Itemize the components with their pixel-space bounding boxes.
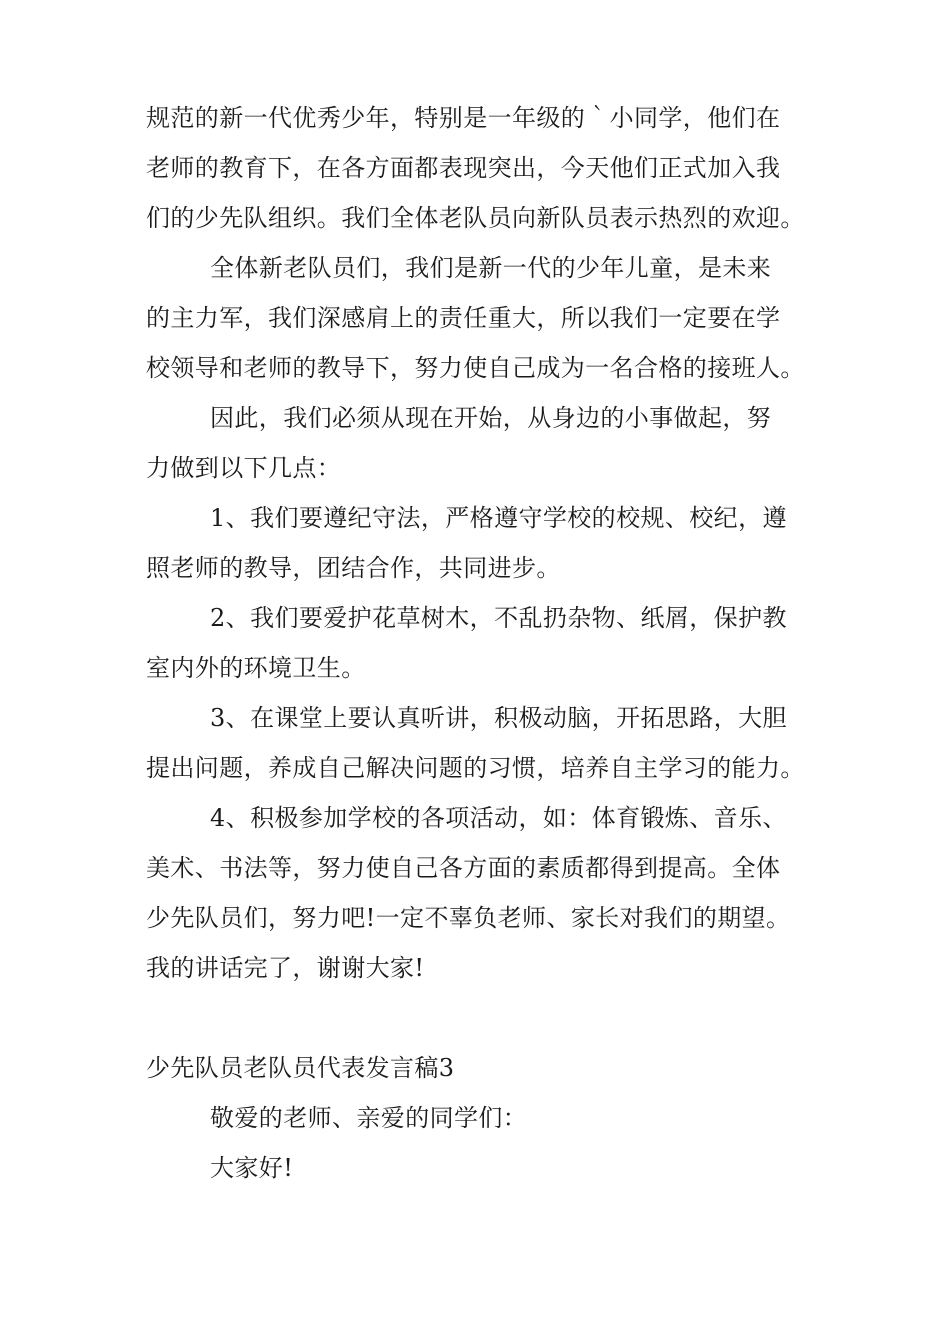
greeting-line: 敬爱的老师、亲爱的同学们： <box>210 1104 528 1132</box>
text-line-11: 2、我们要爱护花草树木，不乱扔杂物、纸屑，保护教 <box>210 604 787 632</box>
salutation-line: 大家好! <box>210 1154 294 1182</box>
text-line-12: 室内外的环境卫生。 <box>146 654 366 682</box>
text-line-2: 老师的教育下，在各方面都表现突出，今天他们正式加入我 <box>146 154 781 182</box>
text-line-15: 4、积极参加学校的各项活动，如：体育锻炼、音乐、 <box>210 804 787 832</box>
text-line-3: 们的少先队组织。我们全体老队员向新队员表示热烈的欢迎。 <box>146 204 805 232</box>
text-line-13: 3、在课堂上要认真听讲，积极动脑，开拓思路，大胆 <box>210 704 787 732</box>
text-line-10: 照老师的教导，团结合作，共同进步。 <box>146 554 561 582</box>
text-line-5: 的主力军，我们深感肩上的责任重大，所以我们一定要在学 <box>146 304 781 332</box>
text-line-16: 美术、书法等，努力使自己各方面的素质都得到提高。全体 <box>146 854 781 882</box>
text-line-1: 规范的新一代优秀少年，特别是一年级的｀小同学，他们在 <box>146 104 781 132</box>
text-line-17: 少先队员们，努力吧!一定不辜负老师、家长对我们的期望。 <box>146 904 791 932</box>
text-line-4: 全体新老队员们，我们是新一代的少年儿童，是未来 <box>210 254 772 282</box>
text-line-18: 我的讲话完了，谢谢大家! <box>146 954 425 982</box>
section-title: 少先队员老队员代表发言稿3 <box>146 1054 455 1082</box>
text-line-9: 1、我们要遵纪守法，严格遵守学校的校规、校纪，遵 <box>210 504 787 532</box>
text-line-6: 校领导和老师的教导下，努力使自己成为一名合格的接班人。 <box>146 354 805 382</box>
text-line-7: 因此，我们必须从现在开始，从身边的小事做起，努 <box>210 404 772 432</box>
text-line-8: 力做到以下几点： <box>146 454 342 482</box>
text-line-14: 提出问题，养成自己解决问题的习惯，培养自主学习的能力。 <box>146 754 805 782</box>
